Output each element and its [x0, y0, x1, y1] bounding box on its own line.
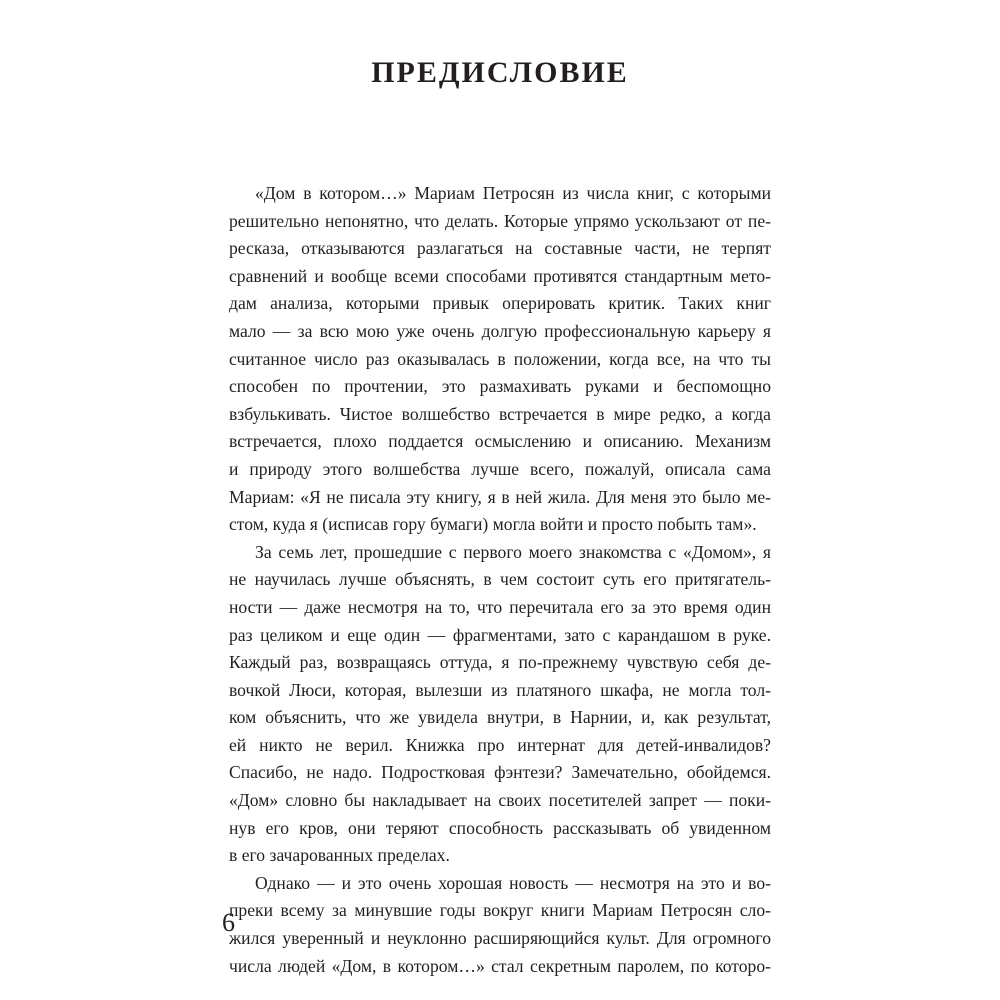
text-line: ком объяснить, что же увидела внутри, в Нарнии, и, как результат,: [229, 707, 771, 728]
text-line: встречается, плохо поддается осмыслению и описанию. Механизм: [229, 431, 771, 452]
text-line: в его зачарованных пределах.: [229, 845, 450, 866]
text-line: вочкой Люси, которая, вылезши из платяного шкафа, не могла тол-: [229, 679, 771, 700]
text-line: стом, куда я (исписав гору бумаги) могла войти и просто побыть там».: [229, 514, 757, 535]
text-line: ности — даже несмотря на то, что перечитала его за это время один: [229, 596, 771, 617]
text-line: числа людей «Дом, в котором…» стал секретным паролем, по которо-: [229, 955, 771, 976]
text-line: Мариам: «Я не писала эту книгу, я в ней жила. Для меня это было ме-: [229, 486, 771, 507]
text-line: ресказа, отказываются разлагаться на составные части, не терпят: [229, 238, 771, 259]
text-line: сравнений и вообще всеми способами противятся стандартным мето-: [229, 265, 771, 286]
text-line: раз целиком и еще один — фрагментами, зато с карандашом в руке.: [229, 624, 771, 645]
text-line: ей никто не верил. Книжка про интернат для детей-инвалидов?: [229, 734, 771, 755]
text-line: не научилась лучше объяснять, в чем состоит суть его притягатель-: [229, 569, 771, 590]
text-line: «Дом» словно бы накладывает на своих посетителей запрет — поки-: [229, 790, 771, 811]
text-line: «Дом в котором…» Мариам Петросян из числа книг, с которыми: [255, 183, 771, 203]
paragraph-2: [229, 539, 771, 870]
text-line: Спасибо, не надо. Подростковая фэнтези? Замечательно, обойдемся.: [229, 762, 771, 783]
paragraph-3: [229, 870, 771, 980]
chapter-title: ПРЕДИСЛОВИЕ: [371, 56, 629, 89]
text-line: считанное число раз оказывалась в положении, когда все, на что ты: [229, 348, 771, 369]
text-line: За семь лет, прошедшие с первого моего знакомства с «Домом», я: [255, 541, 771, 562]
text-line: жился уверенный и неуклонно расширяющийся культ. Для огромного: [229, 928, 771, 949]
text-line: дам анализа, которыми привык оперировать критик. Таких книг: [229, 293, 771, 314]
page-number: 6: [222, 908, 235, 937]
text-line: способен по прочтении, это размахивать руками и беспомощно: [229, 376, 771, 397]
text-line: взбулькивать. Чистое волшебство встречается в мире редко, а когда: [229, 403, 771, 424]
paragraph-1: [229, 180, 771, 539]
text-line: нув его кров, они теряют способность рассказывать об увиденном: [229, 817, 771, 838]
text-line: Однако — и это очень хорошая новость — несмотря на это и во-: [255, 872, 771, 893]
text-line: и природу этого волшебства лучше всего, пожалуй, описала сама: [229, 458, 771, 479]
text-line: мало — за всю мою уже очень долгую профессиональную карьеру я: [229, 320, 771, 341]
body-text: [229, 180, 771, 980]
text-line: преки всему за минувшие годы вокруг книги Мариам Петросян сло-: [229, 900, 771, 921]
text-line: решительно непонятно, что делать. Которые упрямо ускользают от пе-: [229, 210, 771, 231]
text-line: Каждый раз, возвращаясь оттуда, я по-прежнему чувствую себя де-: [229, 652, 771, 673]
